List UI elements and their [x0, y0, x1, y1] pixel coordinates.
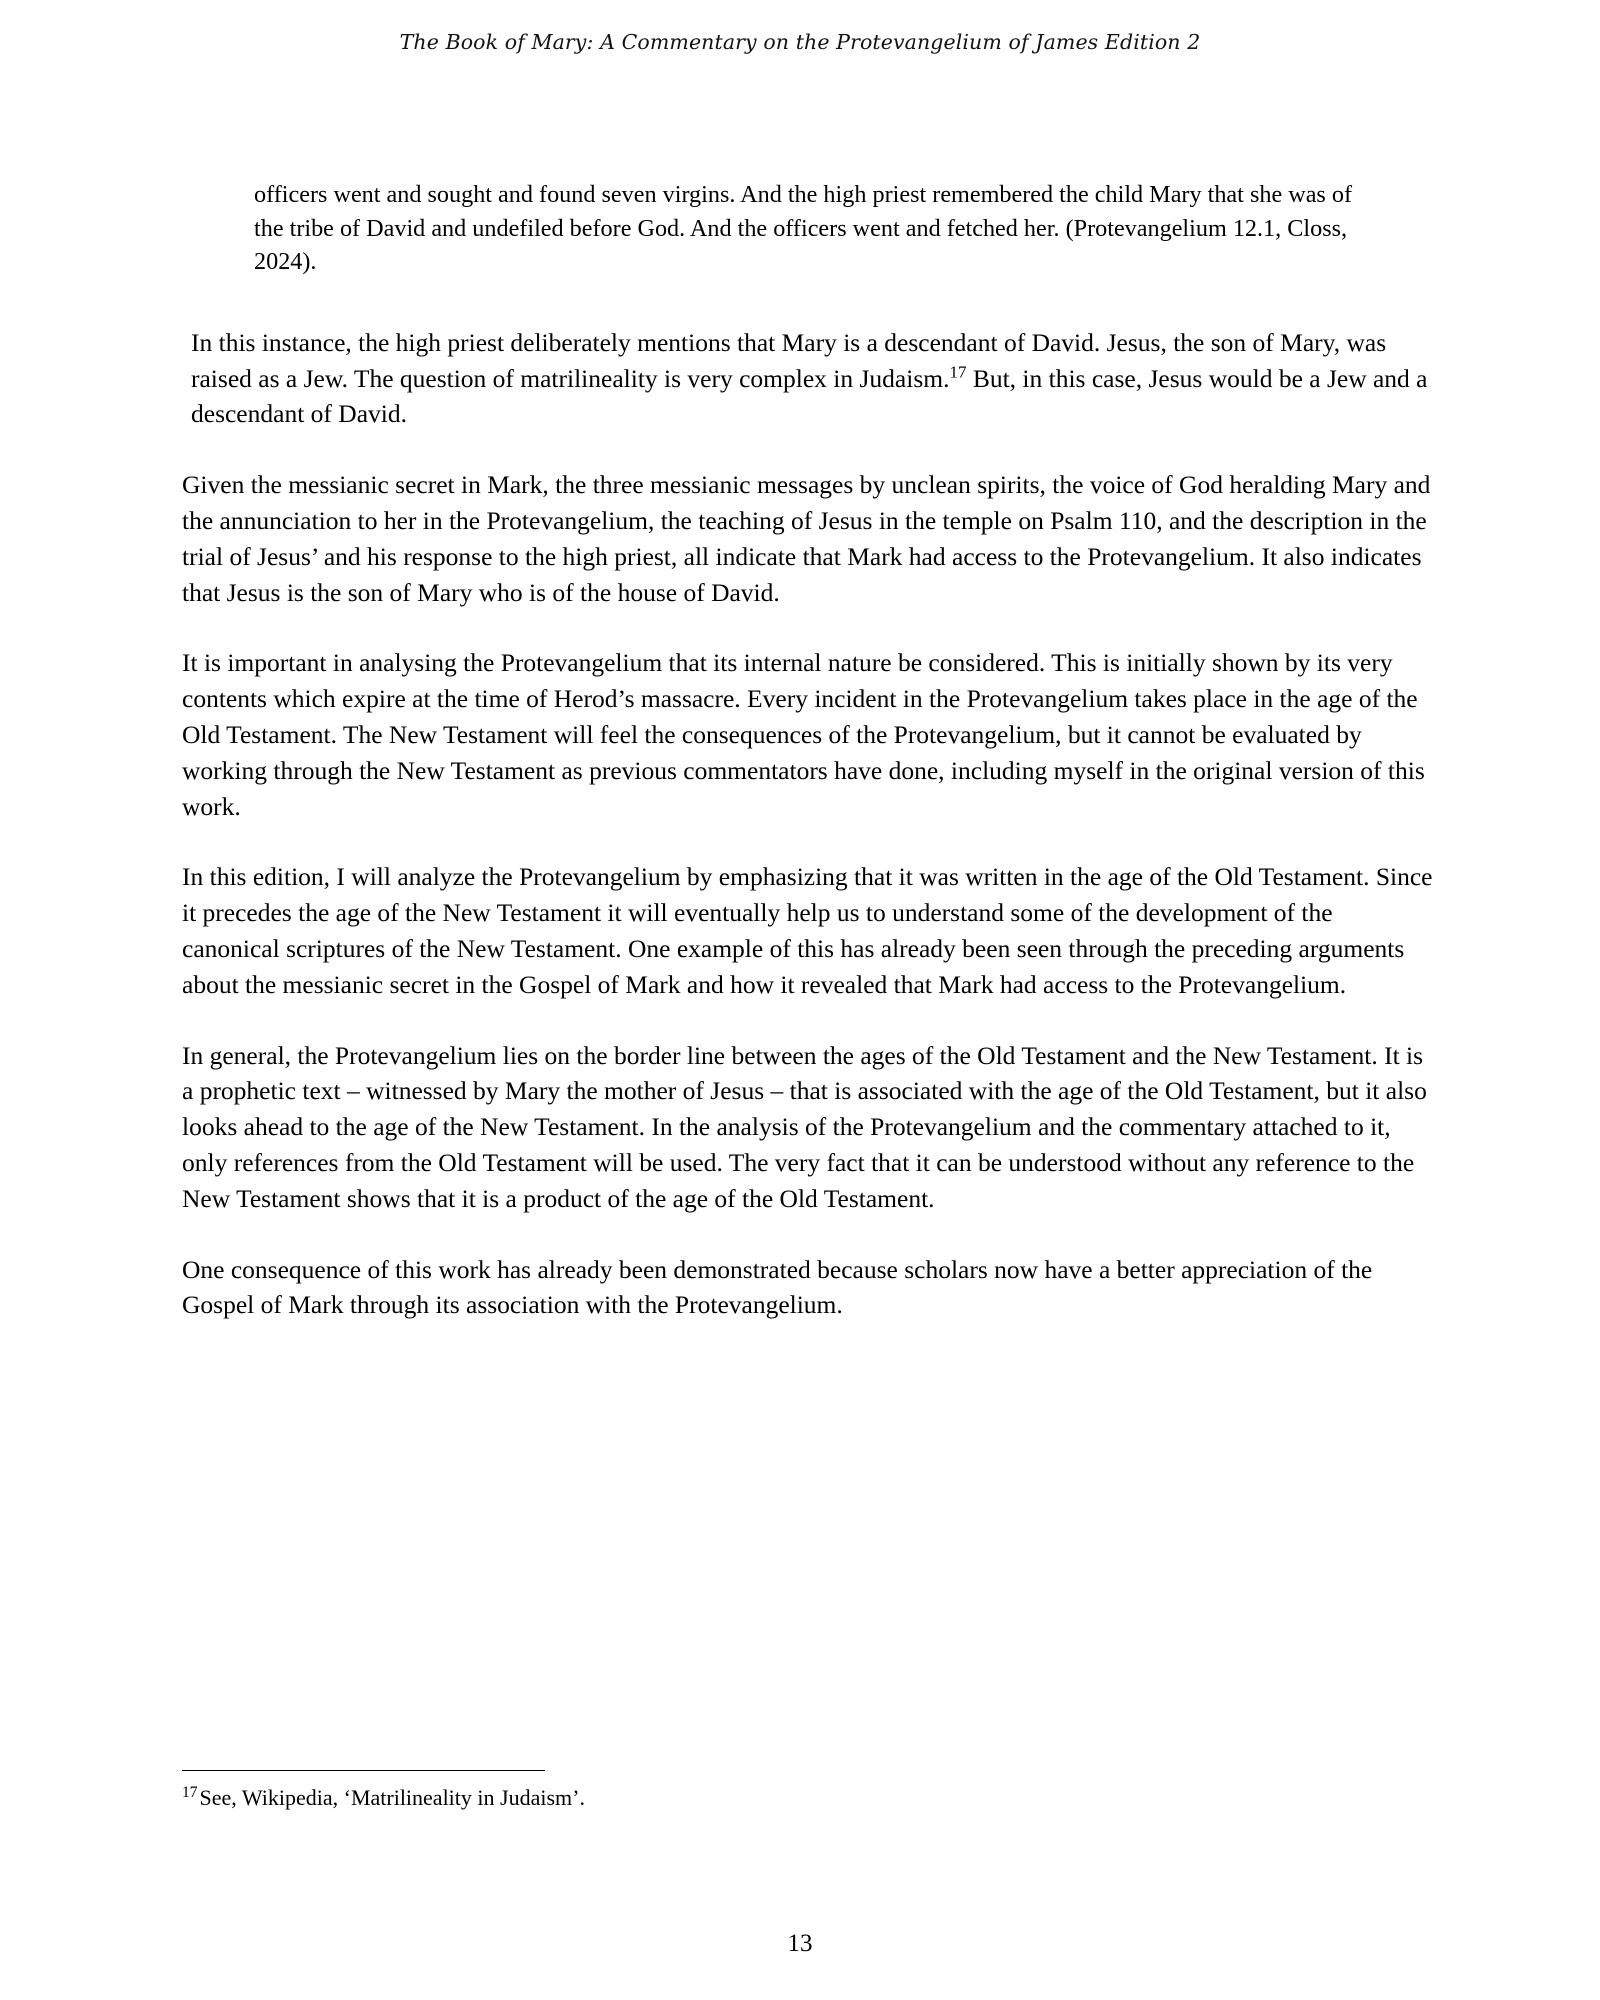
spacer: [182, 824, 1435, 859]
footnote-marker-17: 17: [182, 1783, 198, 1801]
paragraph-matrilineality: [182, 325, 1444, 432]
spacer: [182, 610, 1435, 645]
paragraph-this-edition: In this edition, I will analyze the Protevangelium by emphasizing that it was written in the age of the Old Testament. Since it precedes the age of the New Testament it will eventually help us to understand some of the development of the canonical scriptures of the New Testament. One example of this has already been seen through the preceding arguments about the messianic secret in the Gospel of Mark and how it revealed that Mark had access to the Protevangelium.: [182, 862, 1433, 999]
paragraph-messianic-secret: Given the messianic secret in Mark, the three messianic messages by unclean spirits, the voice of God heralding Mary and the annunciation to her in the Protevangelium, the teaching of Jesus in the temple on Psalm 110, and the description in the trial of Jesus’ and his response to the high priest, all indicate that Mark had access to the Protevangelium. It also indicates that Jesus is the son of Mary who is of the house of David.: [182, 470, 1431, 607]
footnote-separator-rule: [182, 1770, 545, 1771]
spacer: [182, 432, 1435, 467]
page-body: [182, 178, 1435, 1323]
running-header: The Book of Mary: A Commentary on the Protevangelium of James Edition 2: [399, 30, 1201, 54]
footnote-text-17: See, Wikipedia, ‘Matrilineality in Judaism’.: [199, 1785, 585, 1810]
paragraph-consequence: One consequence of this work has already been demonstrated because scholars now have a better appreciation of the Gospel of Mark through its association with the Protevangelium.: [182, 1254, 1373, 1320]
spacer: [182, 279, 1435, 325]
page-number: 13: [787, 1930, 813, 1957]
block-quote-protevangelium: officers went and sought and found seven virgins. And the high priest remembered the child Mary that she was of the tribe of David and undefiled before God. And the officers went and fetched her. (Protevangelium 12.1, Closs, 2024).: [254, 181, 1353, 276]
footnote-17: [182, 1783, 1435, 1813]
paragraph-text-after-footnote: But, in this case, Jesus would be a Jew and a descendant of David.: [191, 363, 1428, 429]
spacer: [182, 1003, 1435, 1038]
footnote-area: [182, 1770, 1435, 1813]
spacer: [182, 1217, 1435, 1252]
paragraph-border-line: In general, the Protevangelium lies on the border line between the ages of the Old Testament and the New Testament. It is a prophetic text – witnessed by Mary the mother of Jesus – that is associated with the age of the Old Testament, but it also looks ahead to the age of the New Testament. In the analysis of the Protevangelium and the commentary attached to it, only references from the Old Testament will be used. The very fact that it can be understood without any reference to the New Testament shows that it is a product of the age of the Old Testament.: [182, 1040, 1427, 1213]
paragraph-text-before-footnote: In this instance, the high priest deliberately mentions that Mary is a descendant of David. Jesus, the son of Mary, was raised as a Jew. The question of matrilineality is very complex in Judaism.: [191, 327, 1387, 393]
paragraph-internal-nature: It is important in analysing the Protevangelium that its internal nature be considered. This is initially shown by its very contents which expire at the time of Herod’s massacre. Every incident in the Protevangelium takes place in the age of the Old Testament. The New Testament will feel the consequences of the Protevangelium, but it cannot be evaluated by working through the New Testament as previous commentators have done, including myself in the original version of this work.: [182, 648, 1425, 821]
footnote-reference-17[interactable]: 17: [949, 362, 967, 382]
